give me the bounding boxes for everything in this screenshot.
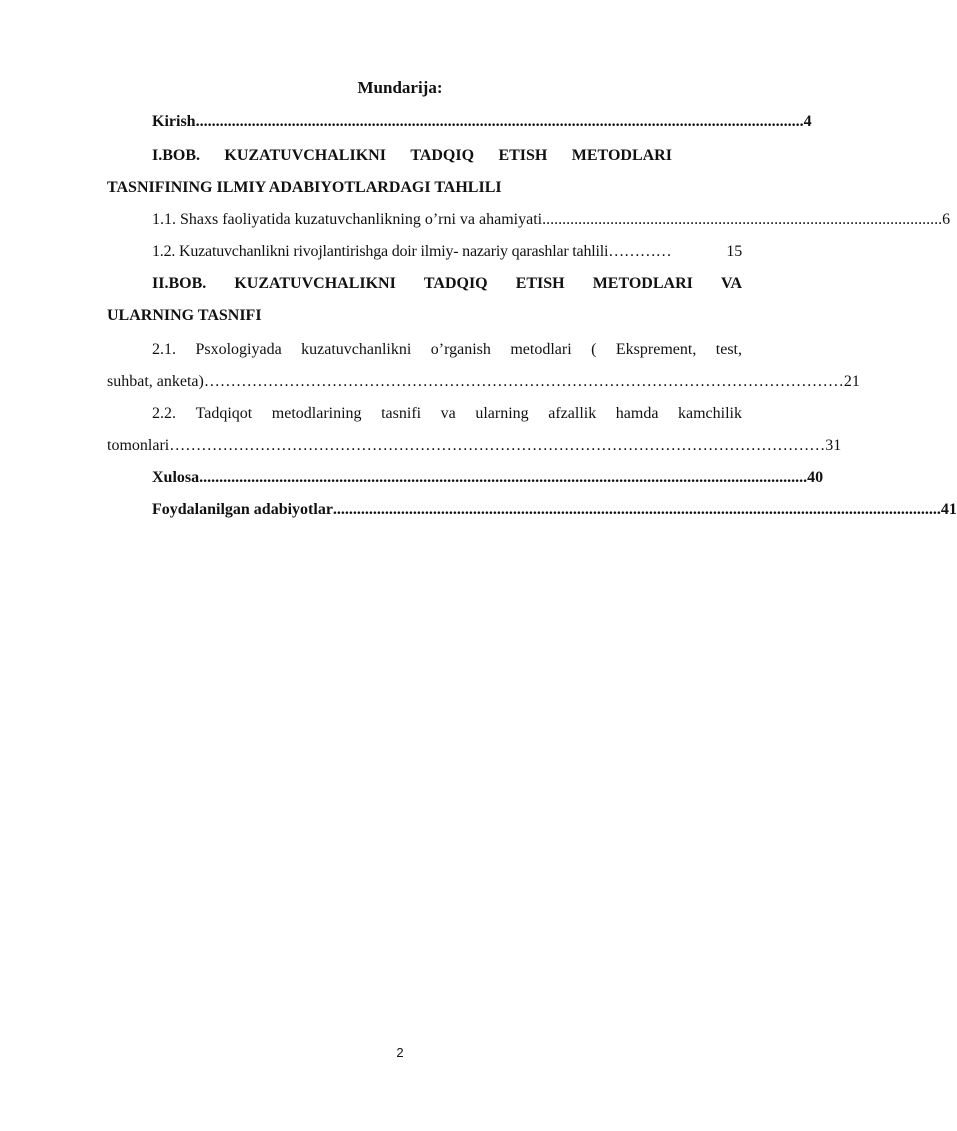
toc-entry-2-1-line1[interactable] xyxy=(152,338,742,362)
word: ETISH xyxy=(498,147,548,164)
toc-chapter-2-line1[interactable] xyxy=(152,272,742,296)
leader-dots: .................................................................................................... xyxy=(542,211,943,228)
toc-title: Mundarija: xyxy=(357,78,443,97)
page-number: 2 xyxy=(396,1045,404,1060)
toc-entry-text: Foydalanilgan adabiyotlar xyxy=(152,501,333,518)
toc-entry-text: 1.2. Kuzatuvchanlikni rivojlantirishga doir ilmiy- nazariy qarashlar tahlili xyxy=(152,243,609,260)
word: ( xyxy=(591,341,597,358)
toc-entry-1-2[interactable] xyxy=(152,240,742,264)
word: afzallik xyxy=(548,405,597,422)
word: 2.2. xyxy=(152,405,176,422)
toc-page-number: 4 xyxy=(803,113,812,130)
word: 2.1. xyxy=(152,341,176,358)
word: Tadqiqot xyxy=(195,405,253,422)
word: KUZATUVCHALIKNI xyxy=(224,147,386,164)
toc-chapter-1-line2: TASNIFINING ILMIY ADABIYOTLARDAGI TAHLILI xyxy=(107,179,502,196)
word: o’rganish xyxy=(430,341,491,358)
word: metodlari xyxy=(510,341,572,358)
leader-dots: ........................................................................................................................................................ xyxy=(195,113,804,130)
word: Psxologiyada xyxy=(195,341,282,358)
toc-chapter-2-line2: ULARNING TASNIFI xyxy=(107,307,262,324)
toc-page-number: 31 xyxy=(825,437,842,454)
word: tasnifi xyxy=(381,405,422,422)
word: METODLARI xyxy=(571,147,672,164)
toc-entry-kirish[interactable] xyxy=(152,110,812,134)
toc-entry-text: 1.1. Shaxs faoliyatida kuzatuvchanlikning o’rni va ahamiyati xyxy=(152,211,543,228)
leader-dots: ........................................................................................................................................................ xyxy=(332,501,941,518)
word: TADQIQ xyxy=(423,275,488,292)
toc-page-number: 40 xyxy=(807,469,824,486)
word: METODLARI xyxy=(592,275,693,292)
toc-entry-adabiyotlar[interactable] xyxy=(152,498,957,522)
word: test, xyxy=(715,341,742,358)
word: kamchilik xyxy=(677,405,742,422)
toc-page-number: 15 xyxy=(726,243,742,260)
word: TADQIQ xyxy=(410,147,475,164)
toc-page-number: 21 xyxy=(843,373,860,390)
toc-entry-2-1-line2[interactable] xyxy=(107,370,860,394)
toc-entry-2-2-line1[interactable] xyxy=(152,402,742,426)
toc-page-number: 6 xyxy=(942,211,951,228)
word: VA xyxy=(720,275,742,292)
word: ularning xyxy=(475,405,529,422)
word: kuzatuvchanlikni xyxy=(301,341,412,358)
toc-entry-text: Xulosa xyxy=(152,469,200,486)
toc-entry-text: tomonlari xyxy=(107,437,170,454)
word: I.BOB. xyxy=(152,147,201,164)
word: KUZATUVCHALIKNI xyxy=(234,275,396,292)
toc-entry-text: Kirish xyxy=(152,113,196,130)
word: ETISH xyxy=(515,275,565,292)
leader-dots: ………… xyxy=(608,243,672,260)
word: hamda xyxy=(615,405,659,422)
word: metodlarining xyxy=(271,405,362,422)
toc-page-number: 41 xyxy=(940,501,957,518)
leader-dots: …………………………………………………………………………………………………………… xyxy=(169,437,826,454)
word: II.BOB. xyxy=(152,275,207,292)
word: va xyxy=(440,405,456,422)
word: Eksprement, xyxy=(615,341,697,358)
leader-dots: ........................................................................................................................................................ xyxy=(199,469,808,486)
toc-chapter-1-line1[interactable] xyxy=(152,144,672,168)
toc-entry-2-2-line2[interactable] xyxy=(107,434,842,458)
toc-entry-1-1[interactable] xyxy=(152,208,951,232)
leader-dots: ………………………………………………………………………………………………………… xyxy=(203,373,844,390)
toc-entry-text: suhbat, anketa) xyxy=(107,373,204,390)
toc-entry-xulosa[interactable] xyxy=(152,466,824,490)
